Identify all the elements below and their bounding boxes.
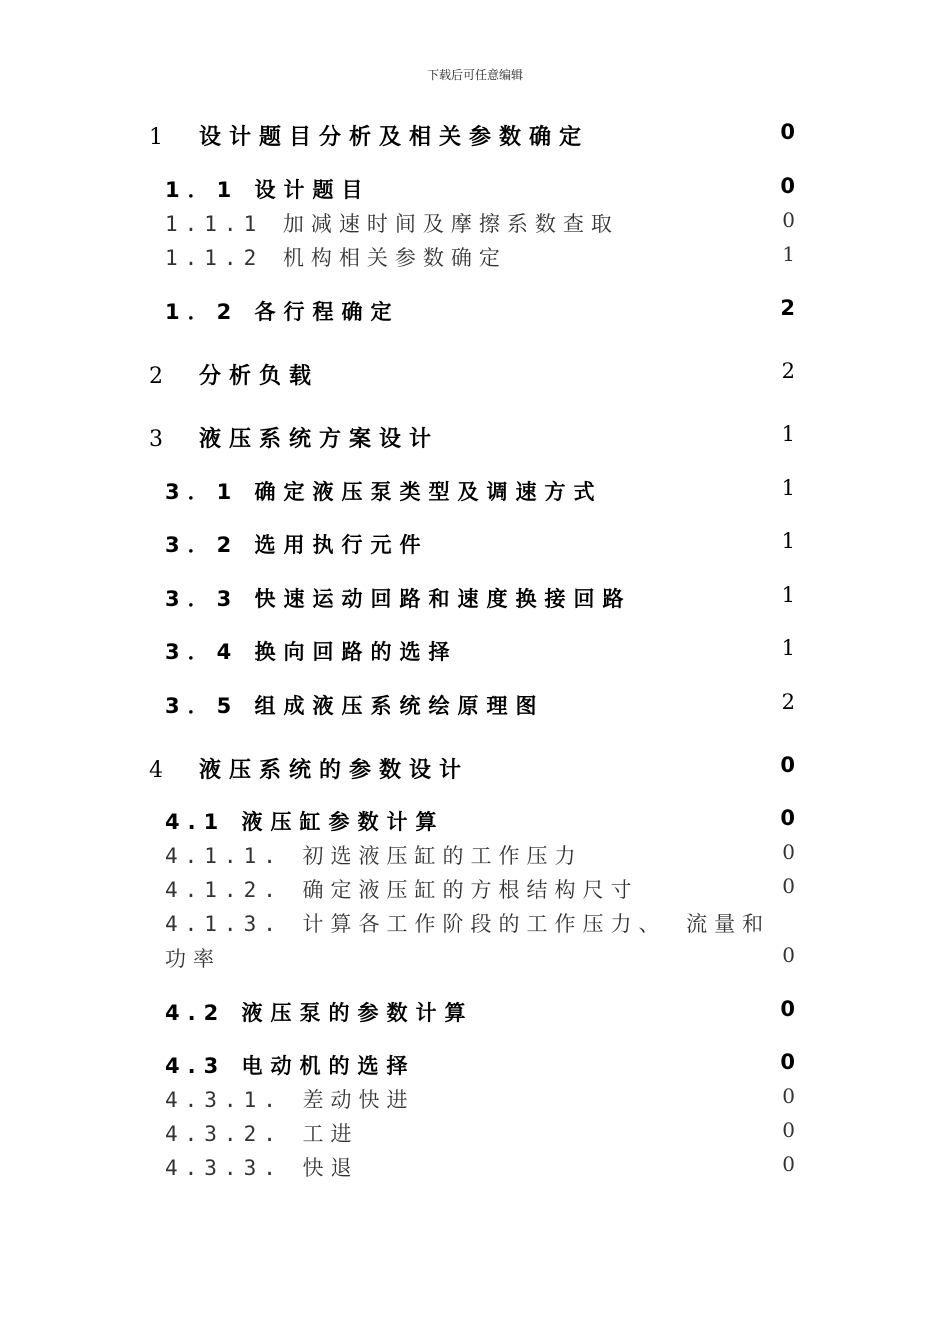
toc-entry-1[interactable] <box>0 120 950 154</box>
toc-entry-4-2[interactable] <box>0 997 950 1031</box>
toc-page: 0 <box>780 174 795 198</box>
toc-entry-4-1-2[interactable] <box>0 874 950 908</box>
toc-entry-3-3[interactable] <box>0 583 950 617</box>
toc-page: 0 <box>780 806 795 830</box>
toc-entry-3-1[interactable] <box>0 476 950 510</box>
toc-title: 设计题目分析及相关参数确定 <box>199 125 590 150</box>
toc-title: 液压系统的参数设计 <box>199 758 470 783</box>
toc-entry-4-1-1[interactable] <box>0 840 950 874</box>
toc-title: 1．2 各行程确定 <box>165 300 400 324</box>
toc-entry-4-1[interactable] <box>0 806 950 840</box>
toc-title: 4.3.2. 工进 <box>165 1122 359 1146</box>
toc-page: 0 <box>782 840 795 864</box>
toc-entry-4[interactable] <box>0 753 950 787</box>
toc-number: 2 <box>149 364 163 389</box>
toc-title: 4.1.3. 计算各工作阶段的工作压力、 流量和 <box>165 912 771 936</box>
toc-title: 4.3 电动机的选择 <box>165 1054 416 1078</box>
toc-entry-4-3-3[interactable] <box>0 1152 950 1186</box>
toc-page: 1 <box>781 422 795 446</box>
toc-title: 3．4 换向回路的选择 <box>165 640 458 664</box>
toc-entry-2[interactable] <box>0 359 950 393</box>
toc-number: 1 <box>149 125 163 150</box>
toc-page: 1 <box>781 529 795 553</box>
toc-title: 4.1.2. 确定液压缸的方根结构尺寸 <box>165 878 639 902</box>
toc-entry-3[interactable] <box>0 422 950 456</box>
toc-page: 0 <box>782 1152 795 1176</box>
toc-title: 液压系统方案设计 <box>199 427 440 452</box>
toc-title: 3．5 组成液压系统绘原理图 <box>165 694 545 718</box>
toc-title: 4.1.1. 初选液压缸的工作压力 <box>165 844 583 868</box>
toc-page: 1 <box>781 476 795 500</box>
toc-page: 1 <box>782 242 795 266</box>
toc-entry-1-2[interactable] <box>0 296 950 330</box>
toc-entry-4-3[interactable] <box>0 1050 950 1084</box>
toc-entry-4-1-3-cont[interactable] <box>0 943 950 977</box>
toc-entry-4-1-3[interactable] <box>0 908 950 942</box>
toc-page: 0 <box>780 753 795 777</box>
toc-entry-3-2[interactable] <box>0 529 950 563</box>
toc-page: 2 <box>781 359 795 383</box>
toc-title-continuation: 功率 <box>165 947 221 971</box>
toc-title: 3．1 确定液压泵类型及调速方式 <box>165 480 603 504</box>
toc-page: 0 <box>780 997 795 1021</box>
toc-entry-3-5[interactable] <box>0 690 950 724</box>
toc-entry-4-3-1[interactable] <box>0 1084 950 1118</box>
toc-title: 1.1.2 机构相关参数确定 <box>165 246 507 270</box>
toc-page: 1 <box>781 636 795 660</box>
toc-title: 4.1 液压缸参数计算 <box>165 810 445 834</box>
page-header: 下载后可任意编辑 <box>426 68 523 82</box>
toc-title: 1．1 设计题目 <box>165 178 371 202</box>
toc-page: 0 <box>780 1050 795 1074</box>
toc-title: 4.2 液压泵的参数计算 <box>165 1001 474 1025</box>
toc-number: 3 <box>149 427 163 452</box>
toc-entry-1-1-1[interactable] <box>0 208 950 242</box>
toc-page: 0 <box>782 1118 795 1142</box>
toc-entry-3-4[interactable] <box>0 636 950 670</box>
toc-page: 2 <box>781 690 795 714</box>
toc-title: 分析负载 <box>199 364 320 389</box>
toc-title: 4.3.1. 差动快进 <box>165 1088 415 1112</box>
toc-page: 0 <box>782 874 795 898</box>
toc-title: 3．3 快速运动回路和速度换接回路 <box>165 587 632 611</box>
toc-entry-4-3-2[interactable] <box>0 1118 950 1152</box>
toc-page: 0 <box>782 1084 795 1108</box>
toc-page: 2 <box>780 296 795 320</box>
toc-title: 3．2 选用执行元件 <box>165 533 429 557</box>
toc-entry-1-1[interactable] <box>0 174 950 208</box>
toc-entry-1-1-2[interactable] <box>0 242 950 276</box>
toc-title: 1.1.1 加减速时间及摩擦系数查取 <box>165 212 619 236</box>
toc-page: 0 <box>782 208 795 232</box>
toc-title: 4.3.3. 快退 <box>165 1156 359 1180</box>
toc-page: 1 <box>781 583 795 607</box>
toc-number: 4 <box>149 758 163 783</box>
toc-page: 0 <box>780 120 795 144</box>
toc-page: 0 <box>782 943 795 967</box>
